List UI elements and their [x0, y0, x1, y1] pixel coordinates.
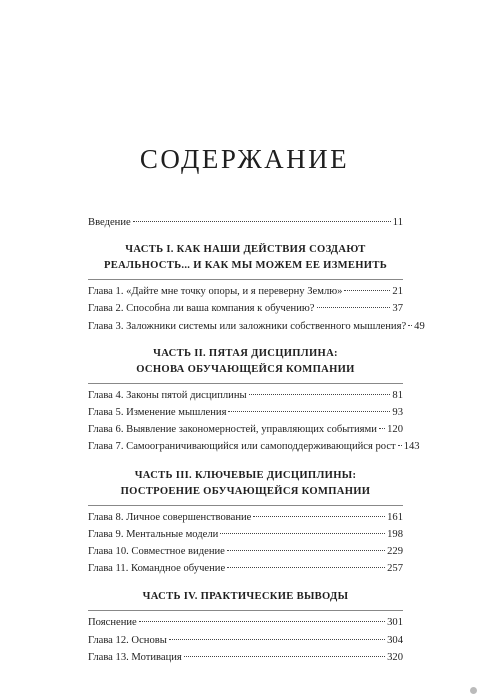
toc-entry-label: Глава 11. Командное обучение	[88, 563, 226, 575]
toc-entry[interactable]	[88, 560, 403, 577]
watermark-dot-icon	[470, 687, 477, 694]
dot-leader	[253, 516, 385, 517]
toc-entry-page: 21	[392, 286, 403, 298]
toc-entry-label: Глава 10. Совместное видение	[88, 546, 225, 558]
dot-leader	[228, 411, 390, 412]
dot-leader	[227, 567, 385, 568]
toc-entry-page: 320	[387, 651, 403, 663]
toc-entry-label: Глава 5. Изменение мышления	[88, 407, 227, 419]
part-heading-line: ЧАСТЬ IV. ПРАКТИЧЕСКИЕ ВЫВОДЫ	[142, 591, 349, 603]
toc-entry[interactable]	[88, 283, 403, 300]
toc-entry[interactable]	[88, 509, 403, 526]
toc-entry-page: 37	[392, 303, 403, 315]
section-divider	[88, 383, 403, 384]
toc-entry-page: 49	[414, 320, 425, 332]
toc-entry-label: Глава 8. Личное совершенствование	[88, 511, 252, 523]
toc-part-3	[88, 468, 403, 578]
toc-entry-page: 198	[387, 528, 403, 540]
toc-entry-label: Глава 4. Законы пятой дисциплины	[88, 389, 247, 401]
toc-part-2	[88, 346, 420, 456]
dot-leader	[220, 533, 385, 534]
toc-entry-label: Глава 6. Выявление закономерностей, управляющих событиями	[88, 424, 377, 436]
toc-entry-label: Глава 1. «Дайте мне точку опоры, и я переверну Землю»	[88, 286, 343, 298]
part-heading-line: ЧАСТЬ III. КЛЮЧЕВЫЕ ДИСЦИПЛИНЫ:	[134, 469, 357, 481]
toc-entry-label: Глава 12. Основы	[88, 634, 167, 646]
dot-leader	[398, 445, 402, 446]
page-title: СОДЕРЖАНИЕ	[139, 144, 350, 174]
section-divider	[88, 610, 403, 611]
toc-part-1	[88, 242, 425, 335]
toc-entry[interactable]	[88, 649, 403, 666]
part-heading-line: ЧАСТЬ II. ПЯТАЯ ДИСЦИПЛИНА:	[153, 347, 338, 359]
toc-entry[interactable]	[88, 632, 403, 649]
dot-leader	[249, 394, 391, 395]
toc-entry-page: 120	[387, 424, 403, 436]
toc-entry-page: 161	[387, 511, 403, 523]
toc-entry[interactable]	[88, 318, 425, 335]
toc-entry-label: Введение	[88, 217, 131, 228]
part-heading	[88, 346, 403, 378]
toc-entry-page: 143	[403, 441, 420, 453]
toc-entry[interactable]	[88, 526, 403, 543]
section-divider	[88, 279, 403, 280]
toc-entry[interactable]	[88, 543, 403, 560]
part-heading	[88, 242, 403, 274]
toc-entry[interactable]	[88, 387, 403, 404]
toc-entry[interactable]	[88, 404, 403, 421]
toc-entry-page: 257	[387, 563, 403, 575]
toc-entry-page: 93	[392, 407, 403, 419]
toc-part-4	[88, 589, 403, 666]
toc-entry-page: 304	[387, 634, 403, 646]
toc-entry-label: Глава 7. Самоограничивающийся или самоподдерживающийся рост	[88, 441, 396, 453]
part-heading-line: РЕАЛЬНОСТЬ... И КАК МЫ МОЖЕМ ЕЕ ИЗМЕНИТЬ	[104, 260, 387, 272]
toc-entry-page: 11	[392, 217, 403, 228]
toc-entry-label: Пояснение	[88, 617, 137, 629]
toc-entry[interactable]	[88, 421, 403, 438]
part-heading-line: ПОСТРОЕНИЕ ОБУЧАЮЩЕЙСЯ КОМПАНИИ	[120, 485, 371, 497]
dot-leader	[317, 307, 391, 308]
dot-leader	[184, 656, 385, 657]
part-heading	[88, 589, 403, 605]
dot-leader	[227, 550, 385, 551]
toc-entry-page: 301	[387, 617, 403, 629]
toc-entry-page: 81	[392, 389, 403, 401]
toc-entry-label: Глава 3. Заложники системы или заложники собственного мышления?	[88, 320, 407, 332]
toc-entry-label: Глава 2. Способна ли ваша компания к обучению?	[88, 303, 315, 315]
toc-entry-label: Глава 13. Мотивация	[88, 651, 182, 663]
toc-entry-page: 229	[387, 546, 403, 558]
part-heading	[88, 468, 403, 500]
toc-entry-intro[interactable]	[88, 214, 403, 231]
dot-leader	[379, 428, 385, 429]
toc-entry[interactable]	[88, 438, 420, 455]
dot-leader	[169, 639, 385, 640]
part-heading-line: ЧАСТЬ I. КАК НАШИ ДЕЙСТВИЯ СОЗДАЮТ	[125, 244, 366, 256]
table-of-contents	[88, 214, 425, 666]
dot-leader	[139, 621, 385, 622]
toc-entry[interactable]	[88, 300, 403, 317]
section-divider	[88, 505, 403, 506]
dot-leader	[344, 290, 390, 291]
dot-leader	[133, 221, 391, 222]
part-heading-line: ОСНОВА ОБУЧАЮЩЕЙСЯ КОМПАНИИ	[136, 363, 355, 375]
dot-leader	[408, 325, 412, 326]
toc-entry[interactable]	[88, 614, 403, 631]
toc-entry-label: Глава 9. Ментальные модели	[88, 528, 219, 540]
